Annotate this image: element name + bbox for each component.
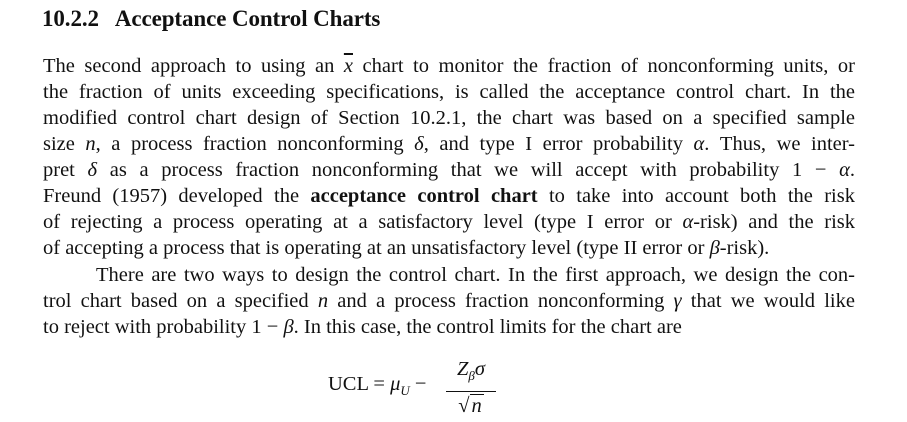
x-bar-symbol: $\overline{x}$ (343, 55, 353, 77)
paragraph-1-line-5: pret δ as a process fraction nonconforming that we will accept with probability 1 − α. (43, 159, 855, 181)
paragraph-1-line-1: The second approach to using an $\overline{x}$ chart to monitor the fraction of nonconforming units, or (43, 55, 855, 77)
symbol-delta: δ (414, 133, 424, 155)
equation-lhs: UCL = $\mu_U$ − (328, 373, 427, 399)
symbol-alpha: α (693, 133, 705, 155)
paragraph-1-line-8: of accepting a process that is operating at an unsatisfactory level (type II error or β-risk). (43, 237, 770, 259)
symbol-beta: β (709, 237, 720, 259)
symbol-gamma: γ (673, 290, 682, 312)
paragraph-1-line-2: the fraction of units exceeding specifications, is called the acceptance control chart. In the (43, 81, 855, 103)
symbol-n: n (85, 133, 96, 155)
symbol-n: n (317, 290, 329, 312)
symbol-mu: μ (390, 373, 401, 395)
fraction-numerator: $Z_\beta\sigma$ (456, 358, 485, 384)
paragraph-1-line-3: modified control chart design of Section 10.2.1, the chart was based on a specified sample (43, 107, 855, 129)
fraction-bar (446, 391, 496, 392)
paragraph-1-line-6: Freund (1957) developed the acceptance control chart to take into account both the risk (43, 185, 855, 207)
term-acceptance-control-chart: acceptance control chart (310, 185, 538, 207)
paragraph-2-line-2: trol chart based on a specified n and a process fraction nonconforming γ that we would like (43, 290, 855, 312)
paragraph-1-line-7: of rejecting a process operating at a satisfactory level (type I error or α-risk) and the risk (43, 211, 855, 233)
fraction-denominator: √n (458, 395, 482, 418)
paragraph-2-line-3: to reject with probability 1 − β. In this case, the control limits for the chart are (43, 316, 682, 338)
section-number: 10.2.2 (42, 6, 99, 31)
paragraph-2-line-1: There are two ways to design the control chart. In the first approach, we design the con- (96, 264, 855, 286)
section-title: Acceptance Control Charts (114, 6, 381, 31)
symbol-alpha: α (682, 211, 694, 233)
symbol-beta: β (283, 316, 294, 338)
symbol-alpha: α (839, 159, 850, 181)
paragraph-1-line-4: size n, a process fraction nonconforming δ, and type I error probability α. Thus, we inter- (43, 133, 855, 155)
symbol-delta: δ (87, 159, 98, 181)
subscript-u: U (400, 383, 410, 399)
sqrt-symbol: √ (458, 395, 470, 418)
equation-fraction (446, 358, 496, 418)
section-heading (42, 6, 380, 32)
